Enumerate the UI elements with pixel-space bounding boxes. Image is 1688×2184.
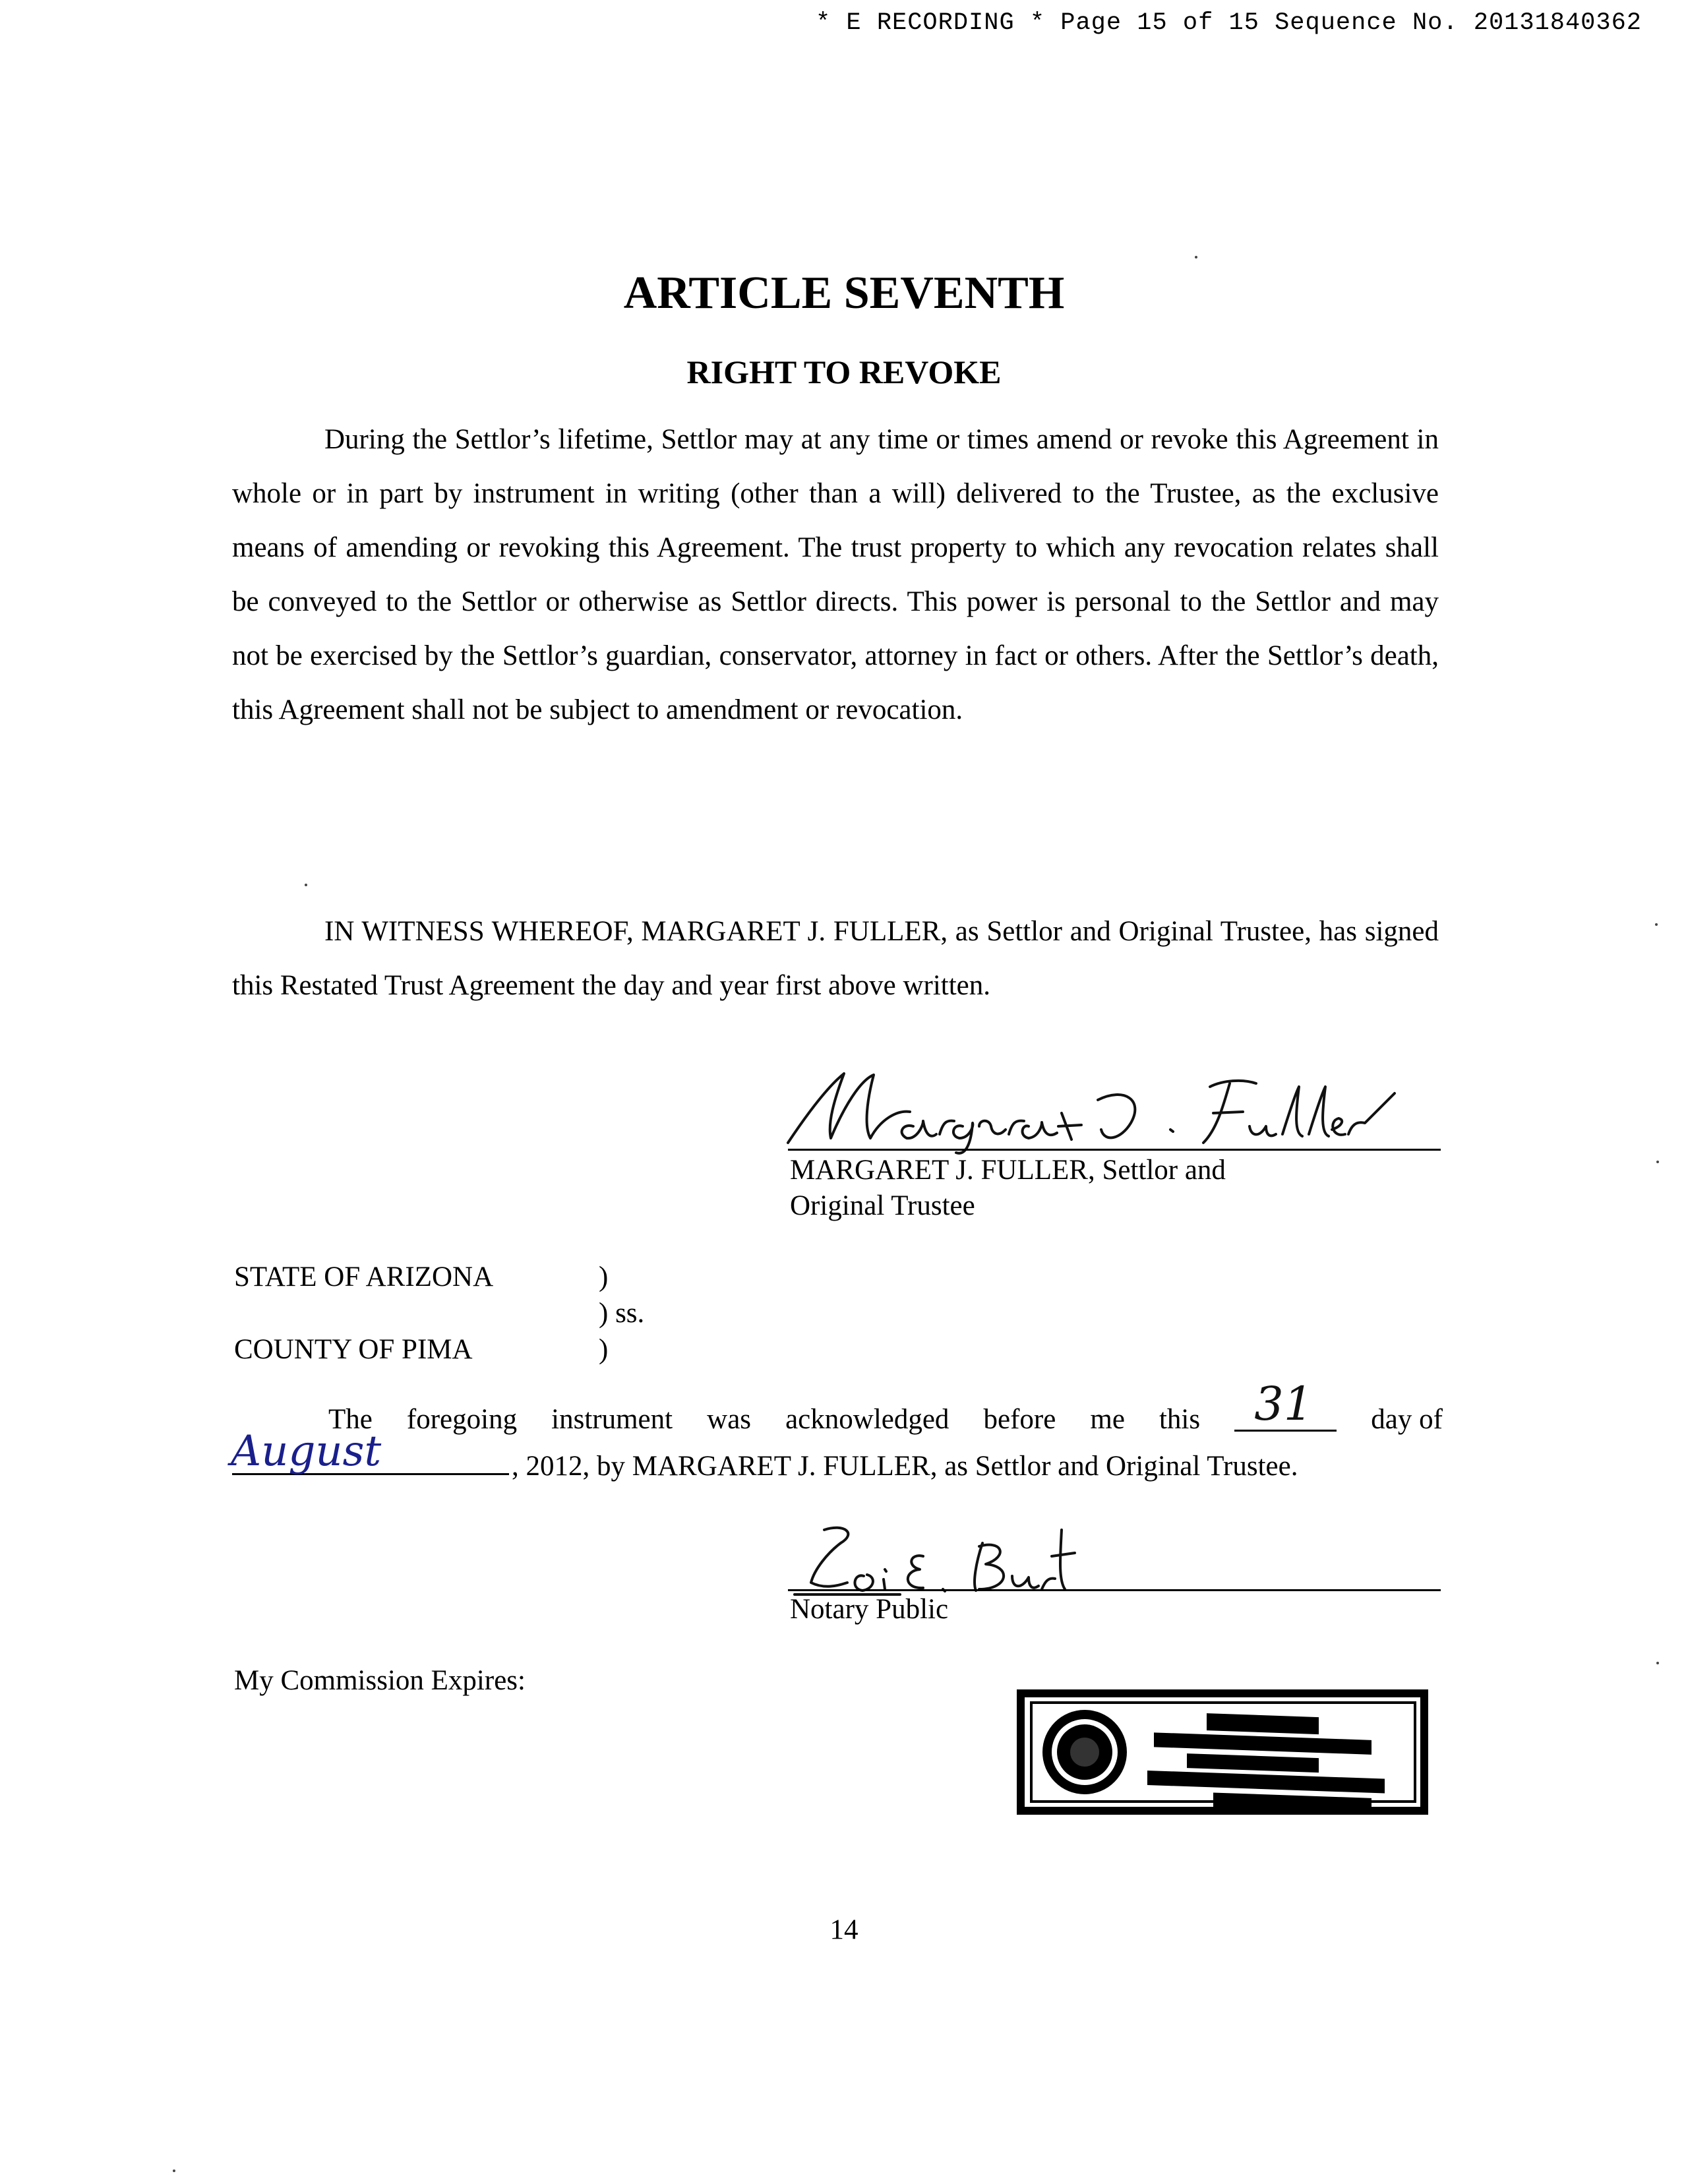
scan-speck bbox=[1195, 256, 1197, 258]
notary-public-label: Notary Public bbox=[790, 1594, 949, 1625]
month-handwritten: August bbox=[231, 1427, 382, 1476]
venue-paren-ss: ) ss. bbox=[599, 1298, 645, 1329]
scan-speck bbox=[305, 884, 307, 886]
notary-seal-stamp bbox=[1015, 1687, 1431, 1817]
ack-word: before bbox=[983, 1404, 1056, 1435]
day-blank bbox=[1234, 1377, 1337, 1432]
settlor-signature-label bbox=[790, 1153, 1226, 1224]
acknowledgment-line-1 bbox=[328, 1377, 1443, 1436]
scan-speck bbox=[1655, 923, 1658, 926]
day-handwritten: 31 bbox=[1254, 1377, 1313, 1431]
ack-word: acknowledged bbox=[785, 1404, 950, 1435]
recording-header: * E RECORDING * Page 15 of 15 Sequence No. 20131840362 bbox=[816, 9, 1642, 37]
county-label: COUNTY OF PIMA bbox=[234, 1334, 473, 1365]
scan-speck bbox=[1656, 1662, 1659, 1664]
scan-speck bbox=[173, 2169, 175, 2172]
settlor-signature bbox=[781, 1060, 1401, 1159]
page-number: 14 bbox=[829, 1914, 859, 1945]
scan-speck bbox=[1656, 1161, 1659, 1163]
venue-paren-bottom: ) bbox=[599, 1334, 609, 1365]
ack-word: foregoing bbox=[406, 1404, 518, 1435]
right-to-revoke-paragraph: During the Settlor’s lifetime, Settlor may at any time or times amend or revoke this Agreement in whole or in part by instrument in writing (other than a will) delivered to the Trustee, as the exclusive means of amending or revoking this Agreement. The trust property to which any revocation relates shall be conveyed to the Settlor or otherwise as Settlor directs. This power is personal to the Settlor and may not be exercised by the Settlor’s guardian, conservator, attorney in fact or others. After the Settlor’s death, this Agreement shall not be subject to amendment or revocation. bbox=[232, 424, 1439, 725]
month-blank bbox=[231, 1427, 509, 1476]
article-title: ARTICLE SEVENTH bbox=[623, 268, 1065, 318]
ack-word: The bbox=[328, 1404, 373, 1435]
settlor-label-line1: MARGARET J. FULLER, Settlor and bbox=[790, 1155, 1226, 1186]
ack-rest: , 2012, by MARGARET J. FULLER, as Settlor and Original Trustee. bbox=[512, 1451, 1298, 1482]
notary-signature-line bbox=[788, 1589, 1441, 1591]
ack-word: this bbox=[1159, 1404, 1201, 1435]
ack-word: was bbox=[707, 1404, 752, 1435]
ack-word: me bbox=[1090, 1404, 1125, 1435]
settlor-label-line2: Original Trustee bbox=[790, 1190, 975, 1221]
ack-day-of: day of bbox=[1371, 1404, 1443, 1435]
commission-expires-label: My Commission Expires: bbox=[234, 1665, 526, 1696]
article-subtitle: RIGHT TO REVOKE bbox=[686, 353, 1002, 390]
ack-word: instrument bbox=[551, 1404, 673, 1435]
venue-paren-top: ) bbox=[599, 1261, 609, 1292]
state-label: STATE OF ARIZONA bbox=[234, 1261, 494, 1292]
settlor-signature-line bbox=[788, 1149, 1441, 1151]
acknowledgment-line-2 bbox=[231, 1427, 1298, 1482]
witness-paragraph: IN WITNESS WHEREOF, MARGARET J. FULLER, as Settlor and Original Trustee, has signed this Restated Trust Agreement the day and year first above written. bbox=[232, 916, 1439, 1001]
